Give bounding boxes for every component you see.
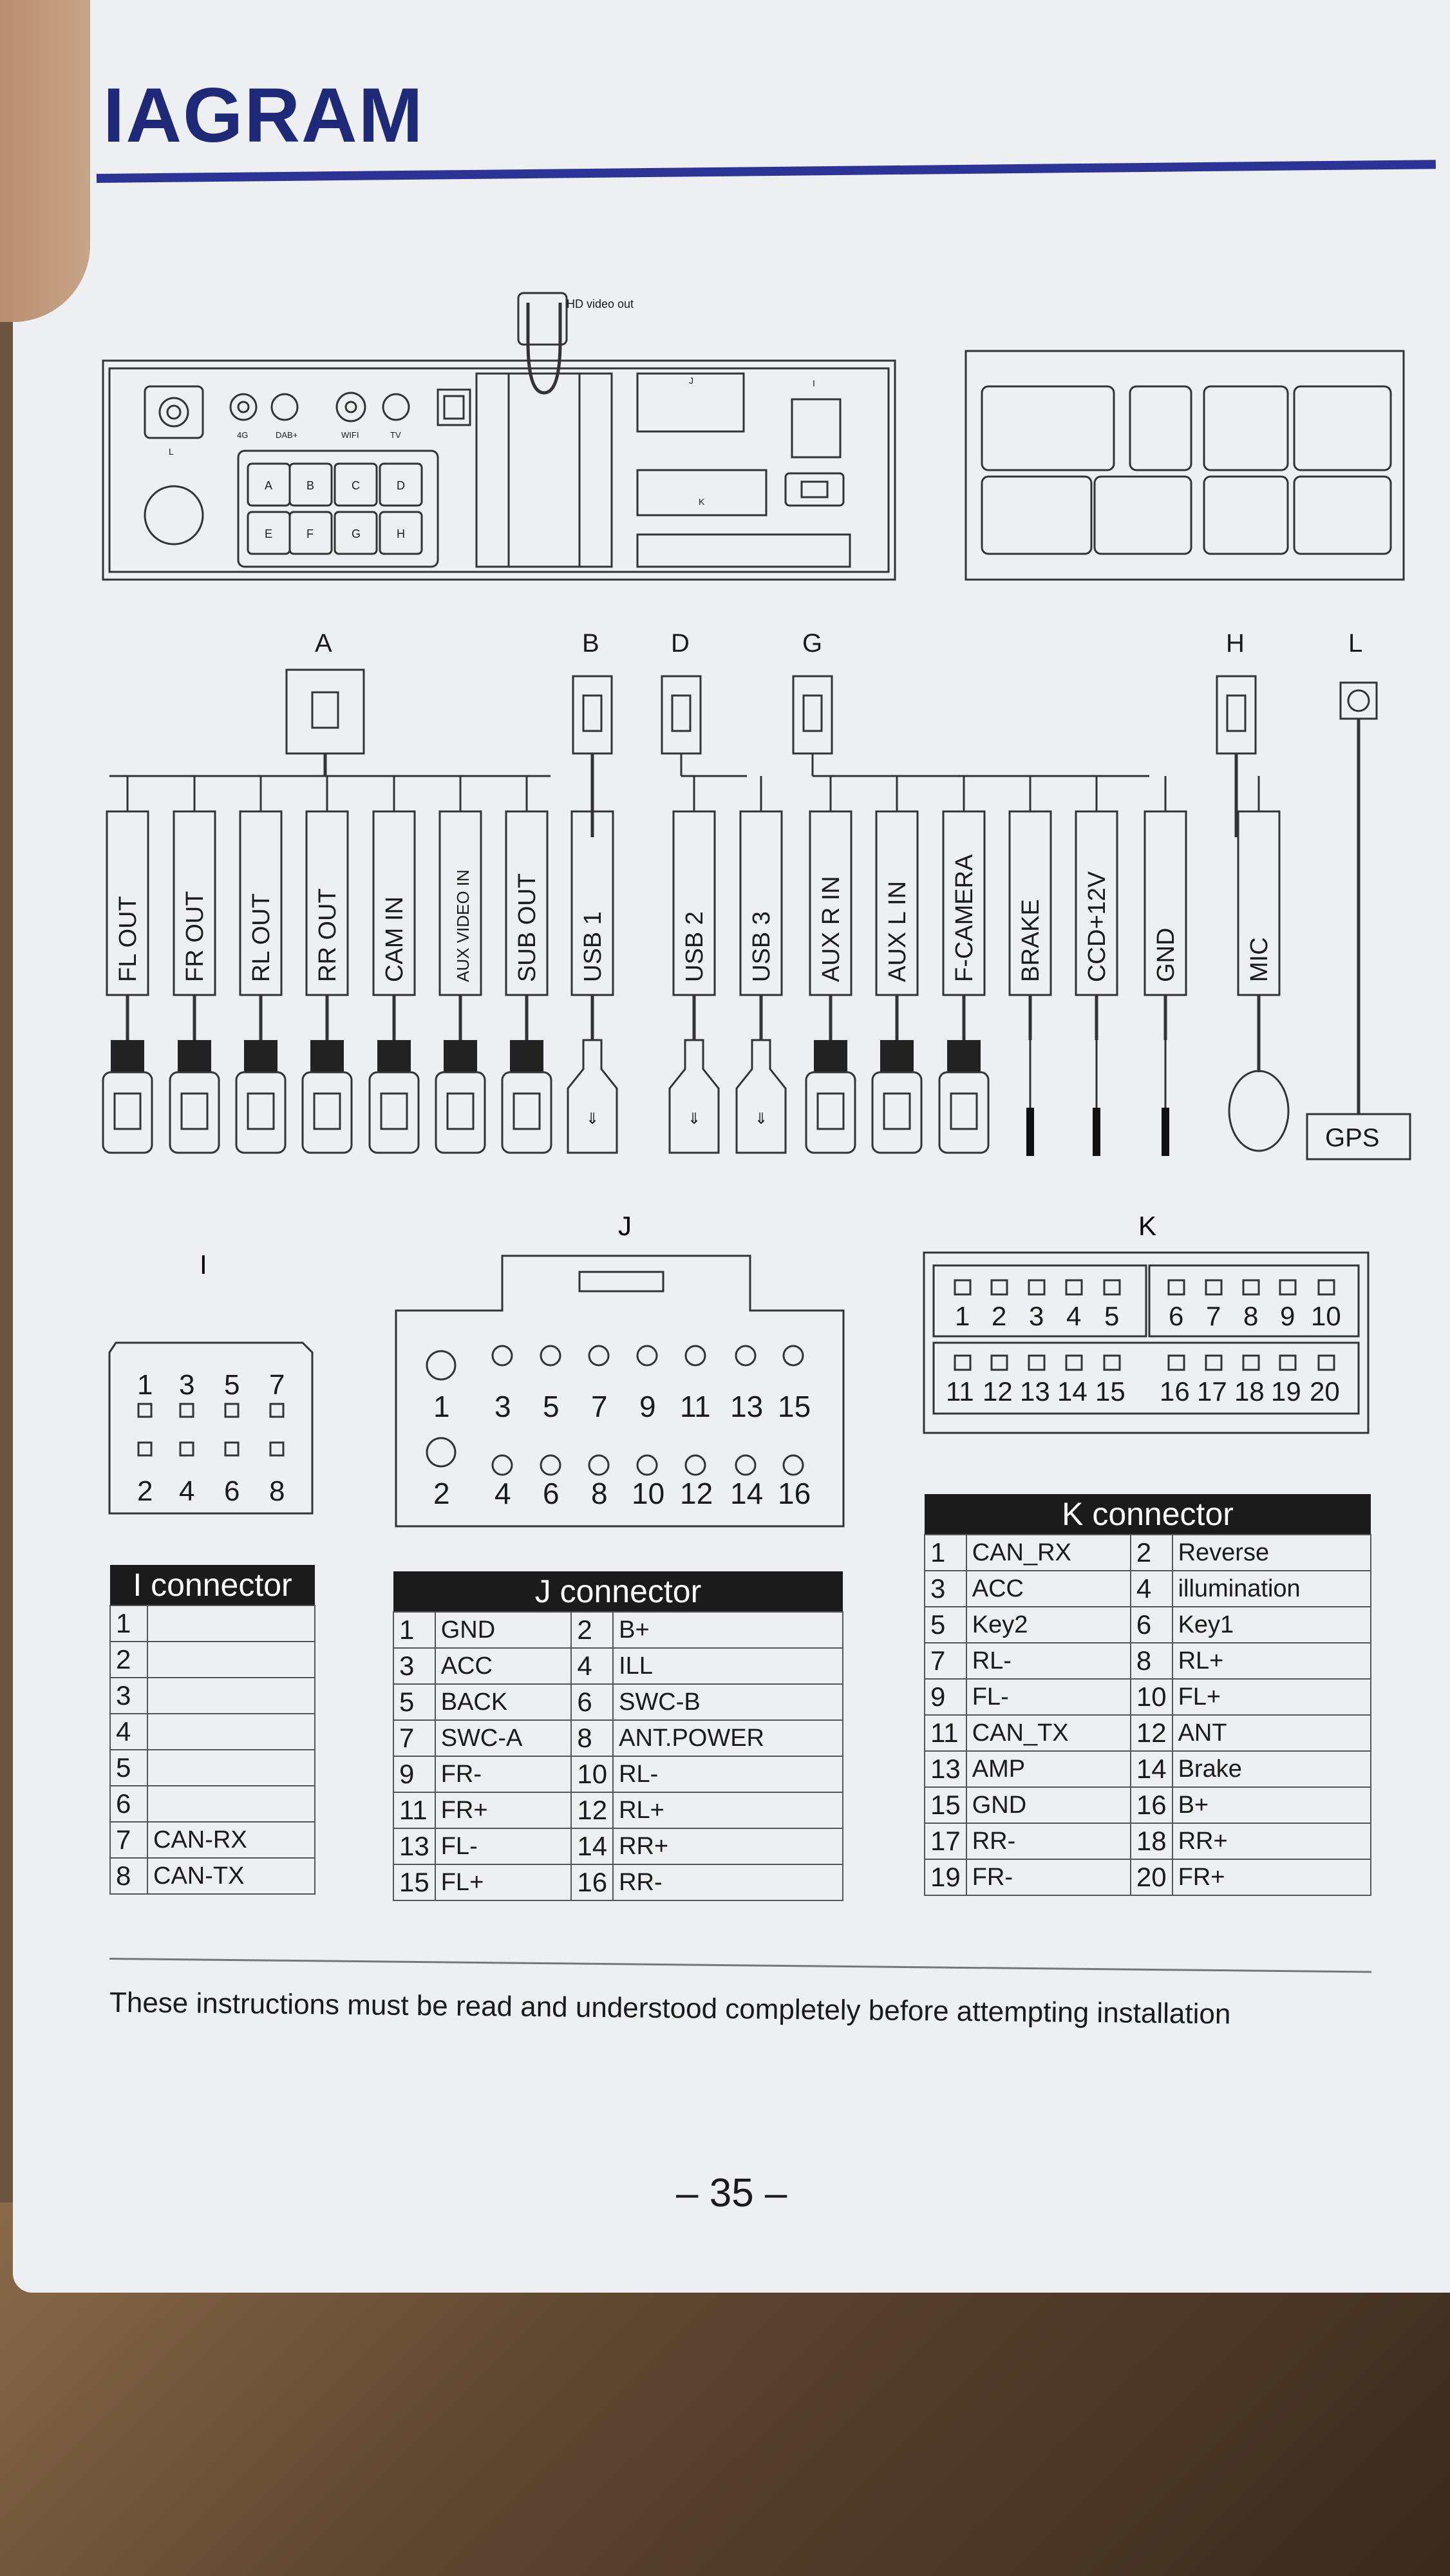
j-pin-label: 7 (591, 1390, 608, 1423)
hd-video-out-label: HD video out (567, 298, 634, 310)
pin-function: GND (435, 1612, 572, 1648)
pin-number: 15 (393, 1864, 435, 1900)
table-row (110, 1714, 315, 1750)
pin-number: 2 (571, 1612, 613, 1648)
k-pin-label: 2 (992, 1301, 1007, 1331)
panel-label-i: I (813, 378, 815, 388)
pin-number: 14 (571, 1828, 613, 1864)
table-row (393, 1756, 843, 1792)
table-row (925, 1679, 1371, 1715)
pin-number: 6 (1131, 1607, 1172, 1643)
pin-function: SWC-A (435, 1720, 572, 1756)
panel-label-k: K (699, 497, 705, 507)
k-pin-label: 10 (1311, 1301, 1341, 1331)
pin-function: FL- (966, 1679, 1131, 1715)
pin-function: SWC-B (613, 1684, 843, 1720)
j-pin-label: 8 (591, 1477, 608, 1510)
i-pin-label: 5 (224, 1369, 240, 1401)
pin-number: 13 (393, 1828, 435, 1864)
k-pin-label: 19 (1271, 1376, 1301, 1406)
table-row (110, 1605, 315, 1642)
table-row (925, 1751, 1371, 1787)
pin-function (147, 1714, 315, 1750)
wire-label: FR OUT (182, 891, 209, 982)
j-pin-label: 16 (778, 1477, 811, 1510)
panel-label-l: L (169, 446, 174, 457)
pin-number: 10 (571, 1756, 613, 1792)
wire-label: MIC (1246, 937, 1273, 982)
pin-number: 5 (110, 1750, 147, 1786)
j-pin-label: 9 (639, 1390, 656, 1423)
harness-group-label: L (1348, 629, 1363, 658)
pin-number: 8 (571, 1720, 613, 1756)
wire-label: AUX VIDEO IN (453, 869, 473, 982)
connector-label-i: I (200, 1249, 207, 1280)
pin-number: 10 (1131, 1679, 1172, 1715)
connector-label-k: K (1138, 1211, 1157, 1241)
i-pin-label: 3 (179, 1369, 195, 1401)
pin-number: 4 (1131, 1571, 1172, 1607)
pin-number: 9 (393, 1756, 435, 1792)
pin-number: 11 (925, 1715, 966, 1751)
table-row (110, 1750, 315, 1786)
bare-wire-end (1162, 1108, 1169, 1156)
panel-label-tv: TV (390, 430, 401, 440)
panel-plug-label: G (352, 527, 361, 540)
pin-number: 13 (925, 1751, 966, 1787)
panel-plug-label: D (397, 479, 405, 492)
plug-d (662, 676, 701, 753)
j-pin-label: 12 (680, 1477, 713, 1510)
rca-connector (947, 1040, 981, 1072)
wire-label: F-CAMERA (951, 854, 978, 982)
pin-number: 8 (1131, 1643, 1172, 1679)
table-row (393, 1792, 843, 1828)
pin-function: RR+ (613, 1828, 843, 1864)
usb-connector (568, 1040, 617, 1153)
pin-function: FR- (966, 1859, 1131, 1895)
j-pin-label: 6 (543, 1477, 560, 1510)
panel-plug-label: F (306, 527, 314, 540)
pin-number: 1 (393, 1612, 435, 1648)
k-pin-label: 14 (1057, 1376, 1088, 1406)
pin-function: BACK (435, 1684, 572, 1720)
k-pin-label: 15 (1095, 1376, 1125, 1406)
wire-label: USB 2 (681, 911, 708, 982)
j-pin-label: 4 (494, 1477, 511, 1510)
pin-function: CAN-RX (147, 1822, 315, 1858)
pin-number: 5 (393, 1684, 435, 1720)
pin-number: 17 (925, 1823, 966, 1859)
rca-connector (377, 1040, 411, 1072)
pin-function: B+ (613, 1612, 843, 1648)
wire-label: BRAKE (1017, 899, 1044, 982)
wire-label: FL OUT (115, 896, 142, 982)
pin-function: RR- (966, 1823, 1131, 1859)
j-connector-title: J connector (393, 1571, 843, 1612)
pin-function: RR+ (1172, 1823, 1371, 1859)
table-row (925, 1823, 1371, 1859)
i-connector-drawing (109, 1343, 312, 1513)
wire-label: USB 3 (748, 911, 775, 982)
pin-function: AMP (966, 1751, 1131, 1787)
pin-function: RL+ (613, 1792, 843, 1828)
panel-label-j: J (689, 375, 693, 386)
table-row (393, 1720, 843, 1756)
k-connector-title: K connector (925, 1494, 1371, 1535)
plug-a (287, 670, 364, 753)
k-pin-label: 18 (1234, 1376, 1265, 1406)
pin-number: 1 (925, 1535, 966, 1571)
k-pin-label: 4 (1066, 1301, 1082, 1331)
table-row (925, 1787, 1371, 1823)
k-pin-label: 1 (955, 1301, 970, 1331)
pin-number: 4 (571, 1648, 613, 1684)
page-number: – 35 – (676, 2171, 787, 2215)
pin-number: 18 (1131, 1823, 1172, 1859)
panel-plug-label: A (265, 479, 273, 492)
pin-number: 1 (110, 1605, 147, 1642)
pin-function: Reverse (1172, 1535, 1371, 1571)
wire-label: CCD+12V (1084, 871, 1111, 982)
pin-function: RR- (613, 1864, 843, 1900)
harness-group-label: H (1226, 629, 1245, 658)
j-pin-label: 1 (433, 1390, 450, 1423)
panel-label-4g: 4G (237, 430, 249, 440)
footer-text: These instructions must be read and understood completely before attempting installation (109, 1987, 1231, 2031)
rca-connector (178, 1040, 211, 1072)
j-pin-label: 14 (730, 1477, 764, 1510)
pin-function: Key2 (966, 1607, 1131, 1643)
bare-wire-end (1093, 1108, 1100, 1156)
j-pin-label: 15 (778, 1390, 811, 1423)
k-pin-label: 11 (946, 1376, 974, 1406)
wire-label: SUB OUT (514, 873, 541, 982)
j-pin-label: 11 (680, 1390, 711, 1423)
wire-label: CAM IN (381, 896, 408, 982)
table-row (925, 1859, 1371, 1895)
pin-number: 15 (925, 1787, 966, 1823)
pin-function: FR- (435, 1756, 572, 1792)
j-connector-drawing (396, 1256, 843, 1526)
plug-g (793, 676, 832, 753)
pin-function: CAN-TX (147, 1858, 315, 1894)
table-row (925, 1535, 1371, 1571)
pin-function: ACC (435, 1648, 572, 1684)
i-pin-label: 7 (269, 1369, 285, 1401)
table-row (110, 1858, 315, 1894)
pin-number: 8 (110, 1858, 147, 1894)
pin-number: 2 (1131, 1535, 1172, 1571)
j-pin-label: 5 (543, 1390, 560, 1423)
rca-connector (310, 1040, 344, 1072)
rca-connector (814, 1040, 847, 1072)
pin-number: 16 (571, 1864, 613, 1900)
table-row (393, 1612, 843, 1648)
table-row (110, 1822, 315, 1858)
bare-wire-end (1026, 1108, 1034, 1156)
pin-function: FL+ (435, 1864, 572, 1900)
pin-number: 3 (925, 1571, 966, 1607)
pin-function: ANT (1172, 1715, 1371, 1751)
pin-number: 14 (1131, 1751, 1172, 1787)
svg-text:⇓: ⇓ (755, 1110, 768, 1128)
pin-function: FL+ (1172, 1679, 1371, 1715)
harness-group-label: D (671, 629, 690, 658)
wire-label: RR OUT (314, 888, 341, 982)
gps-label: GPS (1325, 1124, 1380, 1152)
pin-number: 7 (925, 1643, 966, 1679)
i-pin-label: 8 (269, 1475, 285, 1507)
i-pin-label: 4 (179, 1475, 195, 1507)
i-connector-table (109, 1565, 315, 1895)
pin-function (147, 1605, 315, 1642)
pin-number: 19 (925, 1859, 966, 1895)
pin-number: 4 (110, 1714, 147, 1750)
pin-function: FR+ (1172, 1859, 1371, 1895)
i-pin-label: 6 (224, 1475, 240, 1507)
wire-label: AUX R IN (818, 876, 845, 982)
panel-plug-cluster (248, 464, 422, 554)
k-pin-label: 12 (983, 1376, 1013, 1406)
pin-function: ILL (613, 1648, 843, 1684)
i-pin-label: 1 (137, 1369, 153, 1401)
pin-number: 5 (925, 1607, 966, 1643)
k-pin-label: 9 (1280, 1301, 1295, 1331)
svg-text:⇓: ⇓ (586, 1110, 599, 1128)
svg-text:⇓: ⇓ (688, 1110, 701, 1128)
table-row (110, 1678, 315, 1714)
harness-group-label: A (315, 629, 332, 658)
pin-function (147, 1642, 315, 1678)
pin-number: 16 (1131, 1787, 1172, 1823)
pin-function (147, 1678, 315, 1714)
pin-number: 3 (110, 1678, 147, 1714)
pin-function: illumination (1172, 1571, 1371, 1607)
harness (103, 629, 1410, 1159)
pin-number: 9 (925, 1679, 966, 1715)
table-row (110, 1786, 315, 1822)
pin-function: ANT.POWER (613, 1720, 843, 1756)
panel-plug-label: B (306, 479, 315, 492)
table-row (393, 1864, 843, 1900)
rca-connector (444, 1040, 477, 1072)
pin-function: FR+ (435, 1792, 572, 1828)
plug-h (1217, 676, 1256, 753)
microphone (1229, 1071, 1288, 1151)
rca-connector (510, 1040, 543, 1072)
panel-plug-label: C (352, 479, 360, 492)
table-row (925, 1643, 1371, 1679)
pin-number: 6 (110, 1786, 147, 1822)
j-pin-label: 10 (632, 1477, 665, 1510)
k-pin-label: 13 (1020, 1376, 1050, 1406)
k-pin-label: 3 (1029, 1301, 1044, 1331)
pin-function: Key1 (1172, 1607, 1371, 1643)
head-unit-back-panel (103, 293, 895, 580)
pin-number: 2 (110, 1642, 147, 1678)
panel-label-dab: DAB+ (276, 430, 298, 440)
k-pin-label: 8 (1243, 1301, 1259, 1331)
table-row (925, 1715, 1371, 1751)
usb-connector (737, 1040, 786, 1153)
pin-function: CAN_RX (966, 1535, 1131, 1571)
pin-number: 7 (110, 1822, 147, 1858)
harness-plugs-block (966, 351, 1404, 580)
i-connector-title: I connector (110, 1565, 315, 1605)
table-row (393, 1648, 843, 1684)
k-pin-label: 17 (1197, 1376, 1227, 1406)
table-row (925, 1571, 1371, 1607)
gps-antenna-plug (1341, 683, 1377, 719)
connector-label-j: J (618, 1211, 632, 1241)
k-pin-label: 7 (1206, 1301, 1221, 1331)
rca-connector (244, 1040, 278, 1072)
j-pin-label: 3 (494, 1390, 511, 1423)
table-row (393, 1684, 843, 1720)
pin-function: RL- (966, 1643, 1131, 1679)
table-row (925, 1607, 1371, 1643)
wire-label: GND (1153, 927, 1180, 982)
pin-function: Brake (1172, 1751, 1371, 1787)
k-pin-label: 5 (1104, 1301, 1120, 1331)
table-row (393, 1828, 843, 1864)
k-pin-label: 6 (1169, 1301, 1184, 1331)
pin-number: 11 (393, 1792, 435, 1828)
page-title: IAGRAM (103, 72, 424, 158)
panel-plug-label: E (265, 527, 273, 540)
usb-connector (670, 1040, 719, 1153)
panel-label-wifi: WIFI (341, 430, 359, 440)
wire-label: RL OUT (248, 893, 275, 982)
k-pin-label: 20 (1310, 1376, 1340, 1406)
pin-number: 6 (571, 1684, 613, 1720)
pin-function: CAN_TX (966, 1715, 1131, 1751)
pin-function (147, 1786, 315, 1822)
pin-function: FL- (435, 1828, 572, 1864)
pin-number: 12 (571, 1792, 613, 1828)
plug-b (573, 676, 612, 753)
j-pin-label: 13 (730, 1390, 764, 1423)
rca-connector (111, 1040, 144, 1072)
j-pin-label: 2 (433, 1477, 450, 1510)
harness-group-label: B (582, 629, 599, 658)
pin-function: GND (966, 1787, 1131, 1823)
panel-plug-label: H (397, 527, 405, 540)
pin-number: 3 (393, 1648, 435, 1684)
pin-function (147, 1750, 315, 1786)
pin-number: 12 (1131, 1715, 1172, 1751)
table-row (110, 1642, 315, 1678)
pin-function: RL- (613, 1756, 843, 1792)
k-connector-table (924, 1494, 1371, 1896)
j-connector-table (393, 1571, 843, 1901)
i-pin-label: 2 (137, 1475, 153, 1507)
wire-label: USB 1 (579, 911, 607, 982)
k-pin-label: 16 (1160, 1376, 1190, 1406)
harness-group-label: G (802, 629, 823, 658)
pin-number: 7 (393, 1720, 435, 1756)
pin-function: B+ (1172, 1787, 1371, 1823)
pin-function: RL+ (1172, 1643, 1371, 1679)
k-connector-drawing (924, 1253, 1368, 1433)
pin-function: ACC (966, 1571, 1131, 1607)
rca-connector (880, 1040, 914, 1072)
wire-label: AUX L IN (884, 881, 911, 982)
pin-number: 20 (1131, 1859, 1172, 1895)
